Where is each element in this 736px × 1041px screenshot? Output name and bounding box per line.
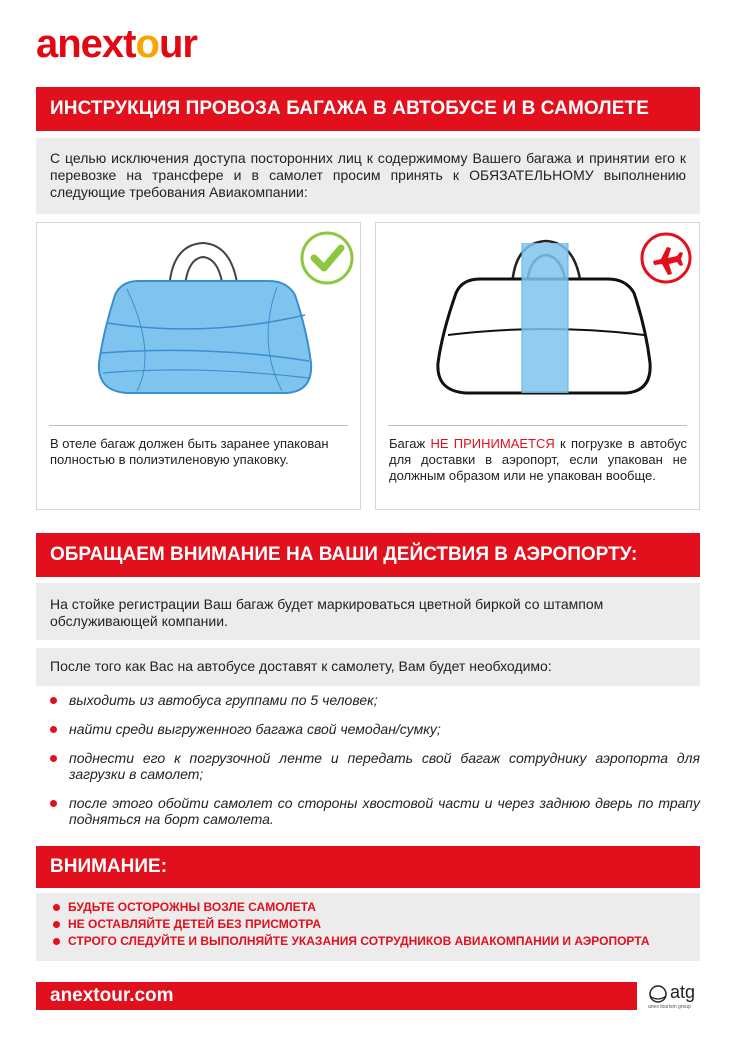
bullet-dot xyxy=(50,697,57,704)
bullet-dot xyxy=(50,800,57,807)
warning-item xyxy=(36,933,700,950)
section1-heading: ИНСТРУКЦИЯ ПРОВОЗА БАГАЖА В АВТОБУСЕ И В САМОЛЕТЕ xyxy=(50,98,649,119)
logo-o: o xyxy=(135,22,159,66)
card-divider xyxy=(49,425,348,426)
section2-heading-bar xyxy=(36,533,700,577)
warning-text: БУДЬТЕ ОСТОРОЖНЫ ВОЗЛЕ САМОЛЕТА xyxy=(68,900,316,914)
footer-site-link[interactable]: anextour.com xyxy=(50,985,174,1006)
bullet-dot xyxy=(53,921,60,928)
logo-t: t xyxy=(123,22,136,66)
list-item xyxy=(36,750,700,782)
warning-item xyxy=(36,899,700,916)
bullet-dot xyxy=(53,904,60,911)
card-rejected-packaging xyxy=(375,222,700,510)
section3-heading: ВНИМАНИЕ: xyxy=(50,856,168,877)
airport-steps-list xyxy=(36,692,700,840)
card-correct-packaging xyxy=(36,222,361,510)
list-item-text: выходить из автобуса группами по 5 человек; xyxy=(69,692,378,708)
anextour-logo xyxy=(36,20,197,68)
list-item-text: поднести его к погрузочной ленте и передать свой багаж сотруднику аэропорта для загрузки в самолет; xyxy=(69,750,700,782)
section1-heading-bar xyxy=(36,87,700,131)
intro-box xyxy=(36,138,700,214)
list-item-text: найти среди выгруженного багажа свой чемодан/сумку; xyxy=(69,721,441,737)
checkmark-icon xyxy=(299,230,355,286)
warning-text: СТРОГО СЛЕДУЙТЕ И ВЫПОЛНЯЙТЕ УКАЗАНИЯ СОТРУДНИКОВ АВИАКОМПАНИИ И АЭРОПОРТА xyxy=(68,934,650,948)
rejected-text-before: Багаж xyxy=(389,436,431,451)
rejected-text-after: к погрузке в автобус для доставки в аэропорт, если упакован не должным образом или не упакован вообще. xyxy=(389,436,687,483)
bullet-dot xyxy=(50,726,57,733)
card-divider xyxy=(388,425,687,426)
logo-anex: anex xyxy=(36,22,124,66)
warning-text: НЕ ОСТАВЛЯЙТЕ ДЕТЕЙ БЕЗ ПРИСМОТРА xyxy=(68,917,322,931)
section3-heading-bar xyxy=(36,846,700,888)
atg-logo xyxy=(648,980,704,1014)
bus-info-box xyxy=(36,648,700,686)
warning-item xyxy=(36,916,700,933)
checkin-info-text: На стойке регистрации Ваш багаж будет маркироваться цветной биркой со штампом обслуживающей компании. xyxy=(50,596,604,629)
card-rejected-text xyxy=(389,436,687,484)
footer-bar xyxy=(36,982,637,1010)
atg-tagline: anex tourism group xyxy=(648,1004,691,1010)
list-item-text: после этого обойти самолет со стороны хвостовой части и через заднюю дверь по трапу подняться на борт самолета. xyxy=(69,795,700,827)
logo-ur: ur xyxy=(158,22,197,66)
warnings-box xyxy=(36,893,700,961)
section2-heading: ОБРАЩАЕМ ВНИМАНИЕ НА ВАШИ ДЕЙСТВИЯ В АЭРОПОРТУ: xyxy=(50,544,638,565)
bus-info-text: После того как Вас на автобусе доставят к самолету, Вам будет необходимо: xyxy=(50,658,552,674)
list-item xyxy=(36,721,700,737)
rejected-highlight: НЕ ПРИНИМАЕТСЯ xyxy=(430,436,555,451)
bullet-dot xyxy=(53,938,60,945)
intro-text: С целью исключения доступа посторонних лиц к содержимому Вашего багажа и принятии его к перевозке на трансфере и в самолет просим принять к ОБЯЗАТЕЛЬНОМУ выполнению следующие требования Авиакомпании: xyxy=(50,150,686,200)
card-correct-text: В отеле багаж должен быть заранее упакован полностью в полиэтиленовую упаковку. xyxy=(50,436,329,467)
atg-logo-text: atg xyxy=(670,982,696,1002)
checkin-info-box xyxy=(36,583,700,640)
bullet-dot xyxy=(50,755,57,762)
list-item xyxy=(36,692,700,708)
list-item xyxy=(36,795,700,827)
airplane-prohibited-icon xyxy=(639,231,693,285)
